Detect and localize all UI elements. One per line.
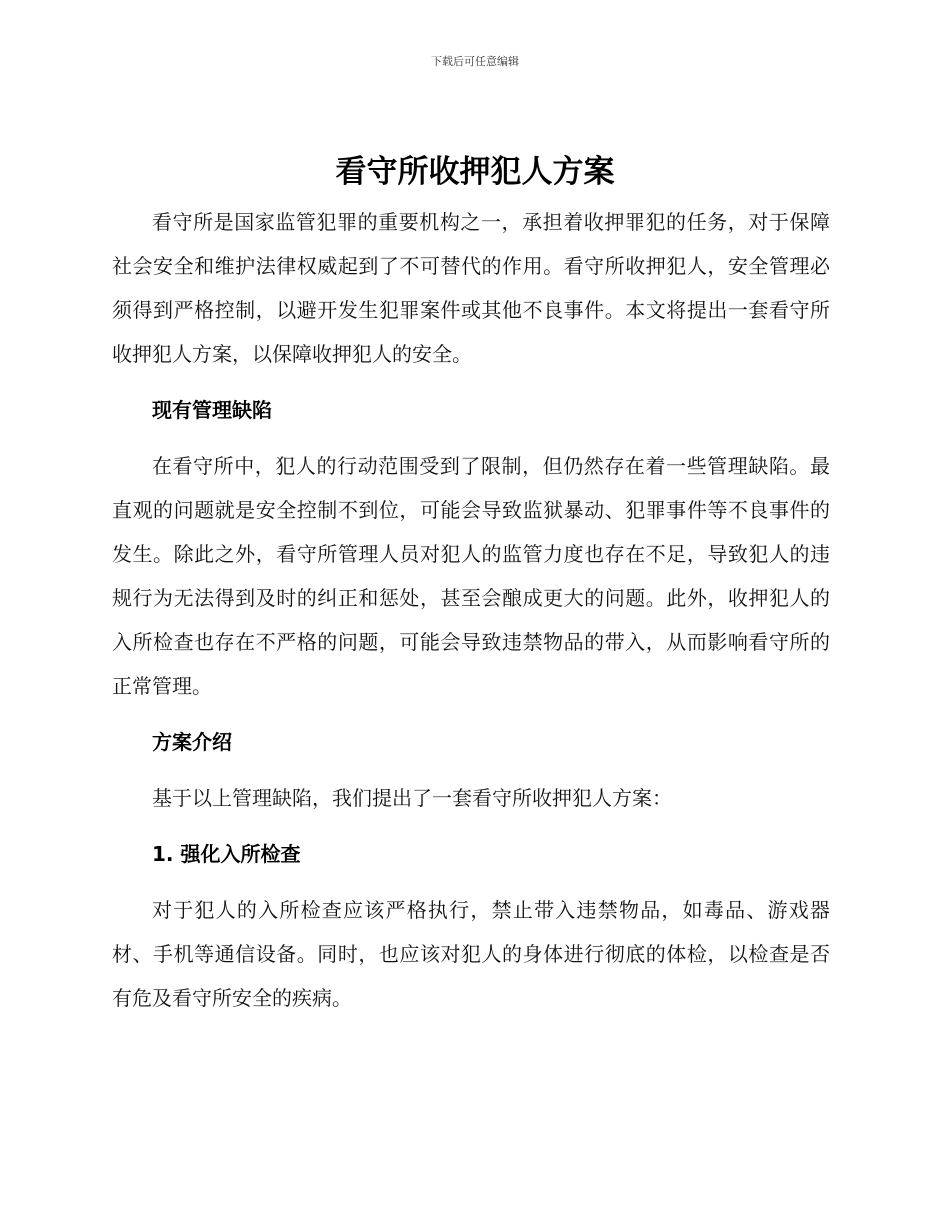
section-paragraph-plan: 基于以上管理缺陷，我们提出了一套看守所收押犯人方案： [152,786,672,810]
intro-paragraph: 看守所是国家监管犯罪的重要机构之一，承担着收押罪犯的任务，对于保障社会安全和维护法律权威起到了不可替代的作用。看守所收押犯人，安全管理必须得到严格控制，以避开发生犯罪案件或其他不良事件。本文将提出一套看守所收押犯人方案，以保障收押犯人的安全。 [112,210,830,366]
section-heading-inspection: 1. 强化入所检查 [152,842,301,866]
spacer [112,432,830,444]
section-paragraph-inspection: 对于犯人的入所检查应该严格执行，禁止带入违禁物品，如毒品、游戏器材、手机等通信设备。同时，也应该对犯人的身体进行彻底的体检，以检查是否有危及看守所安全的疾病。 [112,898,830,1010]
section-heading-defects: 现有管理缺陷 [152,398,272,422]
document-title: 看守所收押犯人方案 [335,154,615,190]
document-body [112,200,830,1020]
spacer [112,764,830,776]
spacer [112,820,830,832]
spacer [112,708,830,720]
section-paragraph-defects: 在看守所中，犯人的行动范围受到了限制，但仍然存在着一些管理缺陷。最直观的问题就是安全控制不到位，可能会导致监狱暴动、犯罪事件等不良事件的发生。除此之外，看守所管理人员对犯人的监管力度也存在不足，导致犯人的违规行为无法得到及时的纠正和惩处，甚至会酿成更大的问题。此外，收押犯人的入所检查也存在不严格的问题，可能会导致违禁物品的带入，从而影响看守所的正常管理。 [112,454,830,698]
section-heading-plan: 方案介绍 [152,730,232,754]
spacer [112,376,830,388]
spacer [112,876,830,888]
page-header: 下载后可任意编辑 [431,55,519,68]
